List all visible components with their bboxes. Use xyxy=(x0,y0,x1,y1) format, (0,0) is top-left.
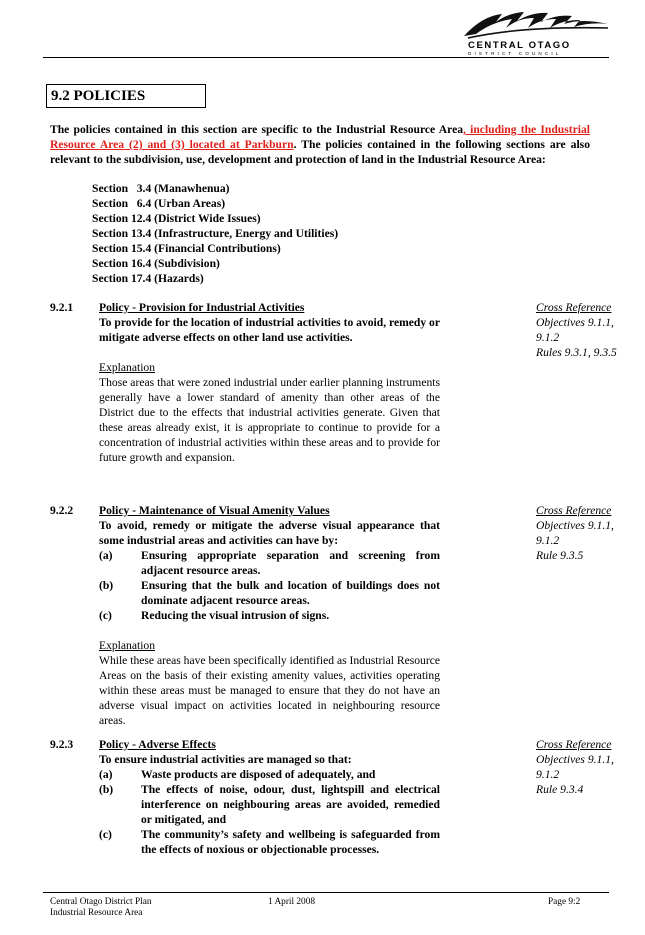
cross-reference-heading: Cross Reference xyxy=(536,301,612,314)
section-title: 9.2 POLICIES xyxy=(46,84,206,108)
item-text: Ensuring appropriate separation and screening from adjacent resource areas. xyxy=(141,549,440,577)
item-label: (c) xyxy=(99,828,112,841)
explanation-heading: Explanation xyxy=(99,361,156,374)
policy-item xyxy=(99,827,440,857)
policy-item xyxy=(99,782,440,827)
item-text: Ensuring that the bulk and location of buildings does not dominate adjacent resource areas. xyxy=(141,579,440,607)
policy-item xyxy=(99,548,440,578)
policy-items xyxy=(99,548,440,623)
policy-body xyxy=(99,737,440,857)
policy-body xyxy=(99,503,440,728)
explanation-text: While these areas have been specifically identified as Industrial Resource Areas on the basis of their existing amenity values, activities operating within these areas must be managed to ensure that they do not have an adverse visual impact on activities located in neighbouring resource areas. xyxy=(99,654,440,727)
item-label: (b) xyxy=(99,579,114,592)
cross-reference xyxy=(536,737,636,797)
related-section-item: Section 3.4 (Manawhenua) xyxy=(92,182,230,195)
policy-body xyxy=(99,300,440,465)
explanation-heading: Explanation xyxy=(99,639,156,652)
policy-items xyxy=(99,767,440,857)
item-label: (a) xyxy=(99,768,113,781)
policy-item xyxy=(99,578,440,608)
related-section-item: Section 12.4 (District Wide Issues) xyxy=(92,212,261,225)
cross-reference xyxy=(536,503,636,563)
policy-number: 9.2.1 xyxy=(50,301,74,314)
related-section-item: Section 6.4 (Urban Areas) xyxy=(92,197,226,210)
footer-divider xyxy=(43,892,609,893)
policy-number: 9.2.2 xyxy=(50,504,74,517)
council-logo xyxy=(462,10,610,58)
policy-statement: To provide for the location of industrial activities to avoid, remedy or mitigate adverse effects on other land use activities. xyxy=(99,316,440,344)
policy-statement: To avoid, remedy or mitigate the adverse visual appearance that some industrial areas and activities can have by: xyxy=(99,519,440,547)
logo-subtitle: DISTRICT COUNCIL xyxy=(468,51,562,56)
item-text: Reducing the visual intrusion of signs. xyxy=(141,609,330,622)
related-section-item: Section 13.4 (Infrastructure, Energy and Utilities) xyxy=(92,227,339,240)
mountain-logo-icon xyxy=(462,10,610,40)
cross-reference-line: Objectives 9.1.1, xyxy=(536,753,614,766)
intro-text-before: The policies contained in this section are specific to the Industrial Resource Area xyxy=(50,123,464,136)
cross-reference-line: Rule 9.3.4 xyxy=(536,783,584,796)
related-section-item: Section 17.4 (Hazards) xyxy=(92,272,204,285)
footer-date: 1 April 2008 xyxy=(268,897,316,907)
intro-inserted-text: , including the Industrial Resource Area (2) and (3) located at Parkburn xyxy=(50,123,590,151)
policy-item xyxy=(99,767,440,782)
item-text: Waste products are disposed of adequately, and xyxy=(141,768,376,781)
cross-reference-line: Objectives 9.1.1, xyxy=(536,519,614,532)
intro-text-after: . The policies contained in the following sections are also relevant to the subdivision, use, development and protection of land in the Industrial Resource Area: xyxy=(50,138,590,166)
intro-paragraph xyxy=(50,122,590,167)
policy-statement: To ensure industrial activities are managed so that: xyxy=(99,753,352,766)
logo-name: CENTRAL OTAGO xyxy=(468,40,571,51)
cross-reference-line: 9.1.2 xyxy=(536,768,560,781)
explanation-text: Those areas that were zoned industrial under earlier planning instruments generally have a lower standard of amenity than other areas of the District due to the effects that industrial activities generate. Given that these areas already exist, it is appropriate to continue to provide for a concentration of industrial activities within these areas and to provide for future growth and expansion. xyxy=(99,376,440,464)
cross-reference-line: Objectives 9.1.1, xyxy=(536,316,614,329)
item-label: (c) xyxy=(99,609,112,622)
item-label: (b) xyxy=(99,783,114,796)
item-label: (a) xyxy=(99,549,113,562)
policy-item xyxy=(99,608,440,623)
cross-reference xyxy=(536,300,636,360)
header-divider xyxy=(43,57,609,58)
footer-area-name: Industrial Resource Area xyxy=(50,908,143,918)
policy-heading: Policy - Maintenance of Visual Amenity Values xyxy=(99,504,330,517)
policy-heading: Policy - Provision for Industrial Activities xyxy=(99,301,305,314)
cross-reference-line: 9.1.2 xyxy=(536,534,560,547)
related-sections-list xyxy=(92,181,338,286)
item-text: The effects of noise, odour, dust, lightspill and electrical interference on neighbouring areas are avoided, remedied or mitigated, and xyxy=(141,783,440,826)
cross-reference-line: 9.1.2 xyxy=(536,331,560,344)
footer-page-number: Page 9:2 xyxy=(548,897,581,907)
item-text: The community’s safety and wellbeing is safeguarded from the effects of noxious or objectionable processes. xyxy=(141,828,440,856)
cross-reference-line: Rules 9.3.1, 9.3.5 xyxy=(536,346,617,359)
related-section-item: Section 16.4 (Subdivision) xyxy=(92,257,220,270)
cross-reference-heading: Cross Reference xyxy=(536,738,612,751)
footer-plan-name: Central Otago District Plan xyxy=(50,897,152,907)
policy-heading: Policy - Adverse Effects xyxy=(99,738,216,751)
cross-reference-heading: Cross Reference xyxy=(536,504,612,517)
cross-reference-line: Rule 9.3.5 xyxy=(536,549,584,562)
related-section-item: Section 15.4 (Financial Contributions) xyxy=(92,242,281,255)
policy-number: 9.2.3 xyxy=(50,738,74,751)
